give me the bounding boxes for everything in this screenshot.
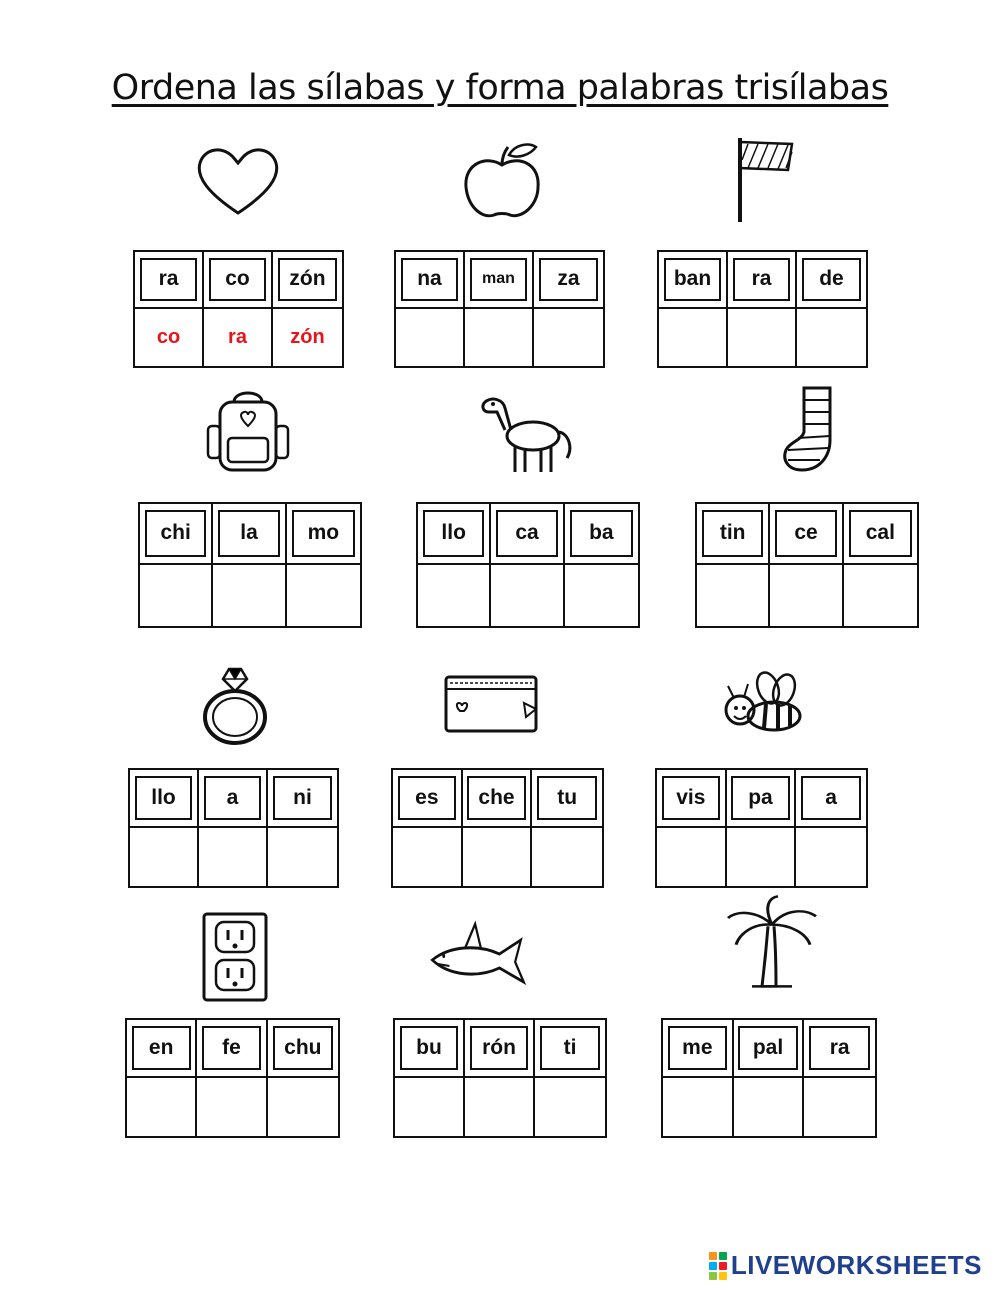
answer-cell[interactable] <box>268 828 337 886</box>
answer-cell[interactable] <box>532 828 602 886</box>
syllable-chip[interactable]: chi <box>145 510 206 556</box>
syllable-chip[interactable]: na <box>401 258 459 301</box>
answer-cell[interactable] <box>565 565 638 626</box>
answer-cell[interactable] <box>393 828 463 886</box>
syllable-chip[interactable]: tin <box>702 510 763 556</box>
answer-cell[interactable] <box>287 565 360 626</box>
answer-cell[interactable] <box>770 565 843 626</box>
syllable-cell[interactable] <box>127 1020 197 1078</box>
answer-cell[interactable] <box>213 565 286 626</box>
syllable-cell[interactable] <box>844 504 917 565</box>
syllable-chip[interactable]: en <box>132 1026 191 1070</box>
syllable-cell[interactable] <box>770 504 843 565</box>
syllable-chip[interactable]: ra <box>809 1026 870 1070</box>
syllable-cell[interactable] <box>393 770 463 828</box>
syllable-chip[interactable]: es <box>398 776 456 820</box>
syllable-chip[interactable]: de <box>802 258 861 301</box>
syllable-chip[interactable]: la <box>218 510 279 556</box>
answer-cell[interactable] <box>491 565 564 626</box>
syllable-cell[interactable] <box>273 252 342 309</box>
answer-cell[interactable] <box>804 1078 875 1136</box>
answer-cell[interactable] <box>797 309 866 366</box>
syllable-chip[interactable]: che <box>467 776 525 820</box>
answer-cell[interactable] <box>463 828 533 886</box>
syllable-table-plug-outlet <box>125 1018 340 1138</box>
syllable-chip[interactable]: mo <box>292 510 355 556</box>
syllable-chip[interactable]: zón <box>278 258 337 301</box>
syllable-cell[interactable] <box>663 1020 734 1078</box>
syllable-chip[interactable]: man <box>470 258 528 301</box>
answer-cell[interactable] <box>663 1078 734 1136</box>
answer-cell[interactable] <box>197 1078 267 1136</box>
heart-icon <box>188 135 288 235</box>
answer-cell[interactable] <box>418 565 491 626</box>
syllable-cell[interactable] <box>491 504 564 565</box>
syllable-cell[interactable] <box>565 504 638 565</box>
syllable-chip[interactable]: fe <box>202 1026 261 1070</box>
syllable-chip[interactable]: llo <box>135 776 193 820</box>
syllable-cell[interactable] <box>657 770 727 828</box>
liveworksheets-logo <box>709 1250 982 1281</box>
palm-tree-icon <box>722 893 822 993</box>
syllable-table-backpack <box>138 502 362 628</box>
syllable-table-sock <box>695 502 919 628</box>
syllable-chip[interactable]: rón <box>470 1026 528 1070</box>
syllable-cell[interactable] <box>268 770 337 828</box>
syllable-table-shark <box>393 1018 607 1138</box>
plug-outlet-icon <box>190 908 290 1008</box>
syllable-chip[interactable]: ti <box>540 1026 600 1070</box>
syllable-chip[interactable]: cal <box>849 510 912 556</box>
syllable-cell[interactable] <box>268 1020 338 1078</box>
syllable-table-heart <box>133 250 344 368</box>
answer-cell[interactable] <box>844 565 917 626</box>
syllable-chip[interactable]: ba <box>570 510 633 556</box>
syllable-chip[interactable]: ra <box>140 258 198 301</box>
syllable-chip[interactable]: ni <box>273 776 332 820</box>
syllable-chip[interactable]: ce <box>775 510 836 556</box>
syllable-cell[interactable] <box>465 1020 535 1078</box>
answer-cell[interactable] <box>734 1078 805 1136</box>
syllable-cell[interactable] <box>535 1020 605 1078</box>
syllable-chip[interactable]: co <box>209 258 267 301</box>
sock-icon <box>768 380 868 480</box>
syllable-cell[interactable] <box>140 504 213 565</box>
syllable-chip[interactable]: tu <box>537 776 597 820</box>
syllable-chip[interactable]: a <box>801 776 861 820</box>
syllable-cell[interactable] <box>697 504 770 565</box>
syllable-table-apple <box>394 250 605 368</box>
syllable-cell[interactable] <box>796 770 866 828</box>
answer-cell[interactable] <box>273 309 342 366</box>
horse-icon <box>475 378 575 478</box>
answer-cell[interactable] <box>396 309 465 366</box>
syllable-cell[interactable] <box>204 252 273 309</box>
syllable-table-flag <box>657 250 868 368</box>
syllable-chip[interactable]: ca <box>496 510 557 556</box>
bee-icon <box>712 660 812 760</box>
syllable-cell[interactable] <box>534 252 603 309</box>
syllable-cell[interactable] <box>418 504 491 565</box>
syllable-chip[interactable]: chu <box>273 1026 333 1070</box>
answer-text: zón <box>290 326 325 348</box>
syllable-chip[interactable]: ra <box>733 258 791 301</box>
shark-icon <box>428 910 528 1010</box>
answer-cell[interactable] <box>465 309 534 366</box>
syllable-cell[interactable] <box>197 1020 267 1078</box>
syllable-cell[interactable] <box>532 770 602 828</box>
worksheet-title: Ordena las sílabas y forma palabras trisílabas <box>111 68 889 108</box>
syllable-chip[interactable]: llo <box>423 510 484 556</box>
answer-cell[interactable] <box>657 828 727 886</box>
syllable-cell[interactable] <box>659 252 728 309</box>
answer-cell[interactable] <box>135 309 204 366</box>
answer-cell[interactable] <box>127 1078 197 1136</box>
syllable-cell[interactable] <box>734 1020 805 1078</box>
syllable-table-pencil-case <box>391 768 604 888</box>
syllable-chip[interactable]: ban <box>664 258 722 301</box>
answer-cell[interactable] <box>268 1078 338 1136</box>
syllable-cell[interactable] <box>463 770 533 828</box>
syllable-table-bee <box>655 768 868 888</box>
syllable-chip[interactable]: bu <box>400 1026 458 1070</box>
answer-cell[interactable] <box>697 565 770 626</box>
syllable-chip[interactable]: a <box>204 776 262 820</box>
syllable-cell[interactable] <box>395 1020 465 1078</box>
syllable-cell[interactable] <box>130 770 199 828</box>
syllable-cell[interactable] <box>804 1020 875 1078</box>
syllable-cell[interactable] <box>135 252 204 309</box>
syllable-cell[interactable] <box>213 504 286 565</box>
syllable-chip[interactable]: pa <box>731 776 789 820</box>
syllable-cell[interactable] <box>797 252 866 309</box>
flag-icon <box>722 130 822 230</box>
syllable-chip[interactable]: za <box>539 258 598 301</box>
brand-logo-icon <box>709 1252 727 1280</box>
syllable-chip[interactable]: pal <box>738 1026 797 1070</box>
answer-cell[interactable] <box>465 1078 535 1136</box>
syllable-chip[interactable]: me <box>668 1026 727 1070</box>
syllable-cell[interactable] <box>287 504 360 565</box>
syllable-table-palm-tree <box>661 1018 877 1138</box>
syllable-table-horse <box>416 502 640 628</box>
syllable-cell[interactable] <box>465 252 534 309</box>
syllable-cell[interactable] <box>728 252 797 309</box>
answer-cell[interactable] <box>535 1078 605 1136</box>
ring-icon <box>185 655 285 755</box>
answer-cell[interactable] <box>199 828 268 886</box>
answer-text: ra <box>228 326 247 348</box>
answer-cell[interactable] <box>728 309 797 366</box>
pencil-case-icon <box>440 655 540 755</box>
syllable-cell[interactable] <box>727 770 797 828</box>
answer-cell[interactable] <box>534 309 603 366</box>
syllable-cell[interactable] <box>396 252 465 309</box>
answer-cell[interactable] <box>796 828 866 886</box>
syllable-table-ring <box>128 768 339 888</box>
brand-name: LIVEWORKSHEETS <box>730 1250 982 1280</box>
backpack-icon <box>198 380 298 480</box>
apple-icon <box>452 135 552 235</box>
answer-cell[interactable] <box>395 1078 465 1136</box>
syllable-chip[interactable]: vis <box>662 776 720 820</box>
answer-cell[interactable] <box>727 828 797 886</box>
syllable-cell[interactable] <box>199 770 268 828</box>
answer-cell[interactable] <box>204 309 273 366</box>
answer-text: co <box>156 326 181 348</box>
answer-cell[interactable] <box>140 565 213 626</box>
answer-cell[interactable] <box>130 828 199 886</box>
answer-cell[interactable] <box>659 309 728 366</box>
